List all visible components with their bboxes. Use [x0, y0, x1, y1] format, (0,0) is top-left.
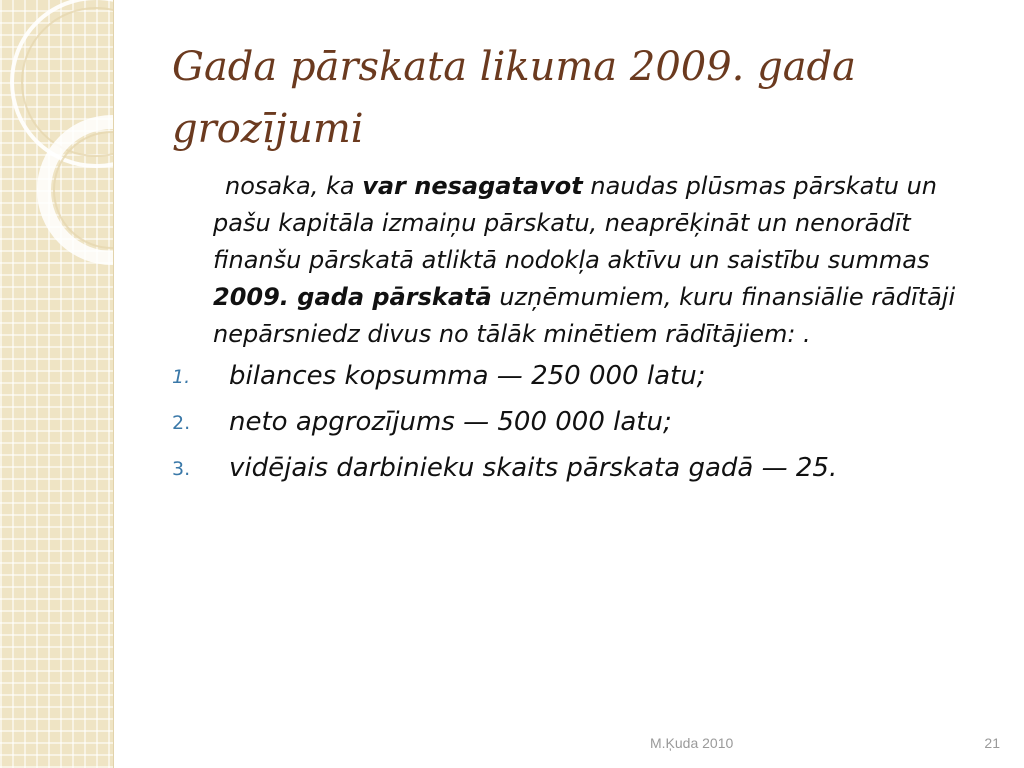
footer-author: M.Ķuda 2010	[650, 735, 734, 751]
list-item	[172, 447, 972, 489]
list-item-number: 3.	[172, 458, 191, 480]
intro-paragraph	[213, 168, 972, 353]
intro-bold-2: 2009. gada pārskatā	[213, 283, 492, 311]
list-item-text: bilances kopsumma — 250 000 latu;	[229, 361, 706, 391]
decorative-circles	[0, 0, 113, 300]
slide-body	[172, 168, 972, 493]
page-number: 21	[984, 735, 1000, 751]
intro-text-2: naudas plūsmas pārskatu un pašu kapitāla izmaiņu pārskatu, neaprēķināt un nenorādīt finanšu pārskatā atliktā nodokļa aktīvu un saistību summas	[213, 172, 937, 274]
list-item-number: 2.	[172, 412, 191, 434]
decorative-side-panel	[0, 0, 114, 768]
intro-text-1: nosaka, ka	[225, 172, 363, 200]
list-item	[172, 355, 972, 397]
list-item-number: 1.	[172, 366, 191, 388]
list-item	[172, 401, 972, 443]
criteria-list	[172, 355, 972, 489]
list-item-text: vidējais darbinieku skaits pārskata gadā — 25.	[229, 453, 838, 483]
intro-bold-1: var nesagatavot	[362, 172, 583, 200]
slide-title: Gada pārskata likuma 2009. gada grozījumi	[172, 44, 857, 152]
intro-text-3: uzņēmumiem, kuru finansiālie rādītāji nepārsniedz divus no tālāk minētiem rādītājiem: .	[213, 283, 956, 348]
list-item-text: neto apgrozījums — 500 000 latu;	[229, 407, 672, 437]
